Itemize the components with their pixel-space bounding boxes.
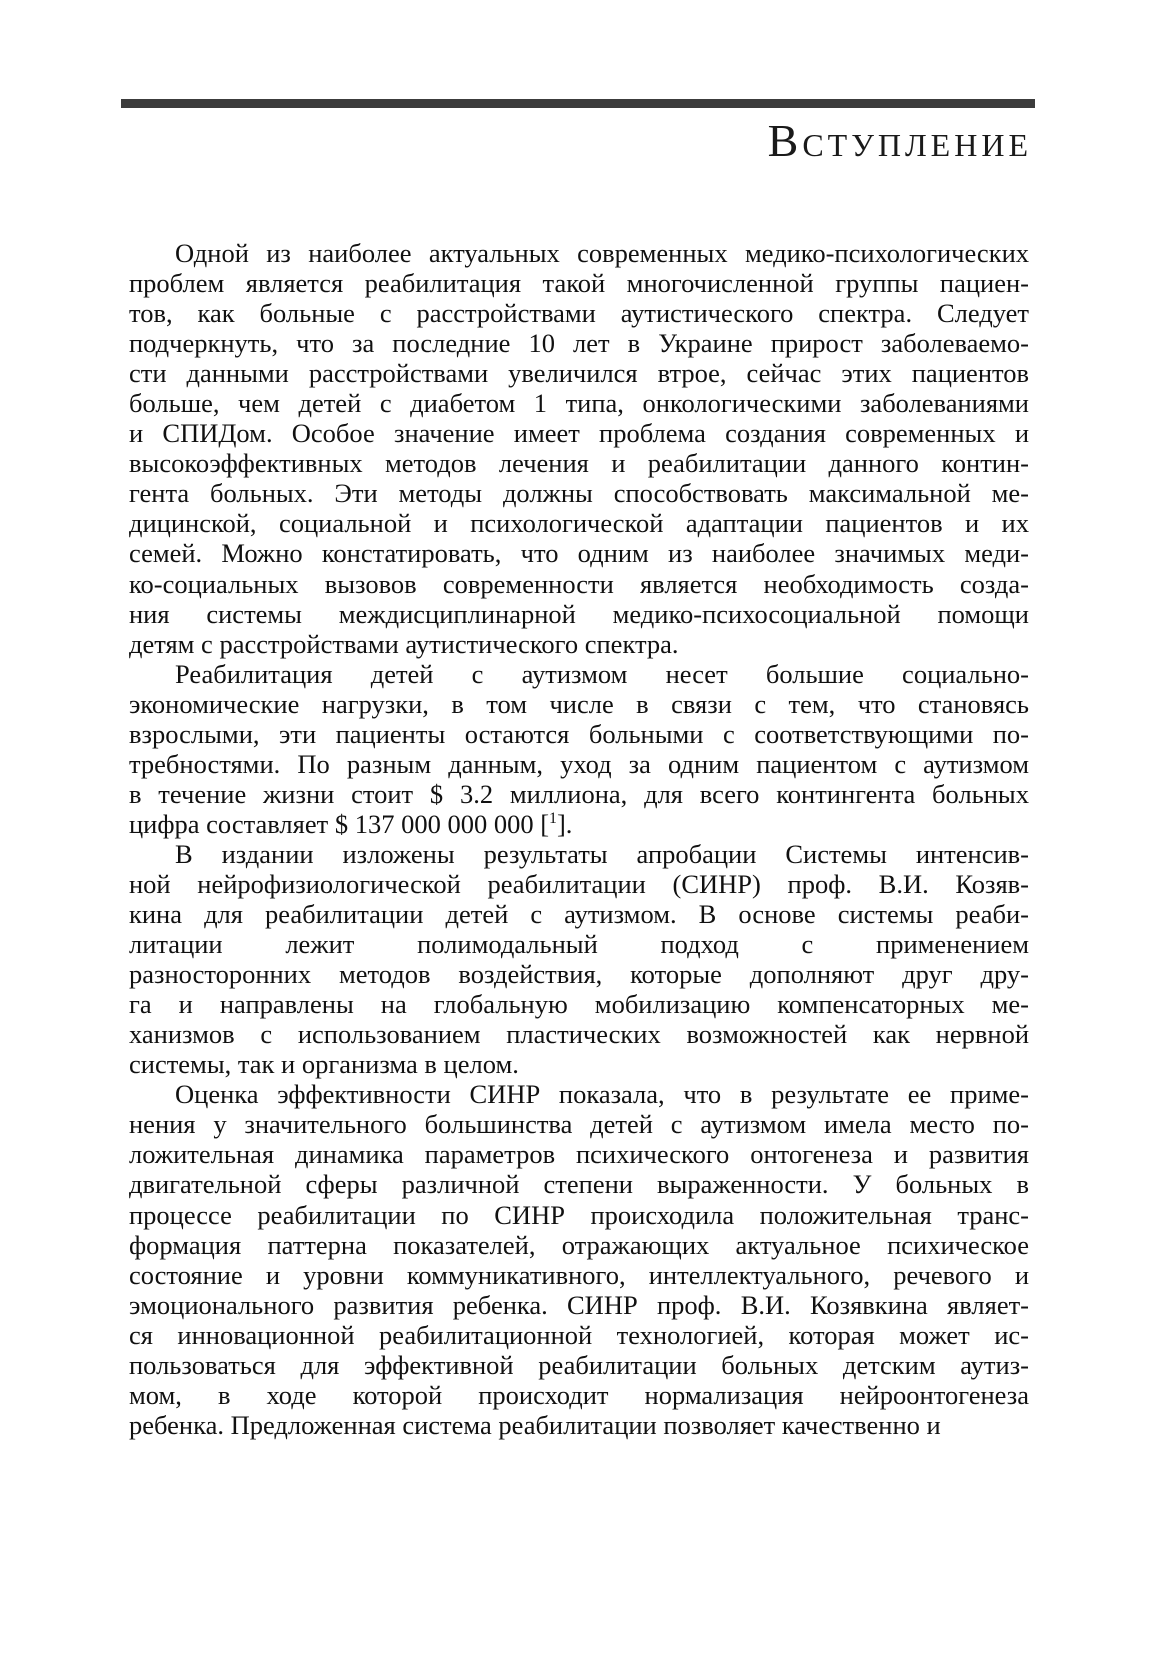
text-line: мом, в ходе которой происходит нормализация нейроонтогенеза <box>129 1379 1029 1410</box>
text-line: ханизмов с использованием пластических возможностей как нервной <box>129 1019 1029 1050</box>
paragraph <box>129 238 1029 659</box>
text-line: требностями. По разным данным, уход за одним пациентом с аутизмом <box>129 748 1029 779</box>
text-line: экономические нагрузки, в том числе в связи с тем, что становясь <box>129 688 1029 719</box>
text-line: Одной из наиболее актуальных современных медико-психологических <box>175 238 1029 268</box>
text-line: ся инновационной реабилитационной технологией, которая может ис- <box>129 1319 1029 1350</box>
text-line: подчеркнуть, что за последние 10 лет в Украине прирост заболеваемо- <box>129 328 1029 359</box>
text-line: детям с расстройствами аутистического спектра. <box>129 628 679 659</box>
paragraph <box>129 839 1029 1079</box>
text-line: разносторонних методов воздействия, которые дополняют друг дру- <box>129 959 1029 990</box>
text-line: формация паттерна показателей, отражающих актуальное психическое <box>129 1229 1029 1260</box>
text-line: двигательной сферы различной степени выраженности. У больных в <box>129 1169 1029 1200</box>
text-line: пользоваться для эффективной реабилитации больных детским аутиз- <box>129 1349 1029 1380</box>
text-line: больше, чем детей с диабетом 1 типа, онкологическими заболеваниями <box>129 388 1029 419</box>
text-line: ложительная динамика параметров психического онтогенеза и развития <box>129 1139 1029 1170</box>
text-line: проблем является реабилитация такой многочисленной группы пациен- <box>129 268 1029 299</box>
text-line: цифра составляет $ 137 000 000 000 [$^1$]. <box>129 808 573 839</box>
text-line: Оценка эффективности СИНР показала, что в результате ее приме- <box>175 1079 1029 1110</box>
text-line: нения у значительного большинства детей с аутизмом имела место по- <box>129 1109 1029 1140</box>
text-line: сти данными расстройствами увеличился втрое, сейчас этих пациентов <box>129 358 1029 389</box>
text-line: семей. Можно констатировать, что одним из наиболее значимых меди- <box>129 538 1029 569</box>
text-line: кина для реабилитации детей с аутизмом. В основе системы реаби- <box>129 899 1029 930</box>
footnote-ref[interactable]: 1 <box>549 810 557 828</box>
text-line: процессе реабилитации по СИНР происходила положительная транс- <box>129 1199 1029 1230</box>
text-line: состояние и уровни коммуникативного, интеллектуального, речевого и <box>129 1259 1029 1290</box>
paragraph <box>129 659 1029 839</box>
text-line: в течение жизни стоит $ 3.2 миллиона, для всего контингента больных <box>129 778 1029 809</box>
page-title: Вступление <box>767 115 1032 166</box>
text-line: ния системы междисциплинарной медико-психосоциальной помощи <box>129 598 1029 629</box>
text-line: ной нейрофизиологической реабилитации (СИНР) проф. В.И. Козяв- <box>129 868 1029 899</box>
text-line: и СПИДом. Особое значение имеет проблема создания современных и <box>129 418 1029 449</box>
body-text <box>129 238 1029 1440</box>
text-line: эмоционального развития ребенка. СИНР проф. В.И. Козявкина являет- <box>129 1289 1029 1320</box>
text-line: га и направлены на глобальную мобилизацию компенсаторных ме- <box>129 989 1029 1020</box>
text-line: Реабилитация детей с аутизмом несет большие социально- <box>175 658 1029 689</box>
text-line: тов, как больные с расстройствами аутистического спектра. Следует <box>129 298 1029 329</box>
text-line: взрослыми, эти пациенты остаются больными с соответствующими по- <box>129 718 1029 749</box>
text-line: системы, так и организма в целом. <box>129 1049 519 1080</box>
header-rule <box>121 99 1035 108</box>
text-line: гента больных. Эти методы должны способствовать максимальной ме- <box>129 478 1029 509</box>
text-line: литации лежит полимодальный подход с применением <box>129 929 1029 960</box>
text-line: В издании изложены результаты апробации Системы интенсив- <box>175 838 1029 869</box>
text-line: ко-социальных вызовов современности является необходимость созда- <box>129 568 1029 599</box>
paragraph <box>129 1079 1029 1440</box>
text-line: высокоэффективных методов лечения и реабилитации данного контин- <box>129 448 1029 479</box>
text-line: ребенка. Предложенная система реабилитации позволяет качественно и <box>129 1409 941 1440</box>
text-line: дицинской, социальной и психологической адаптации пациентов и их <box>129 508 1029 539</box>
